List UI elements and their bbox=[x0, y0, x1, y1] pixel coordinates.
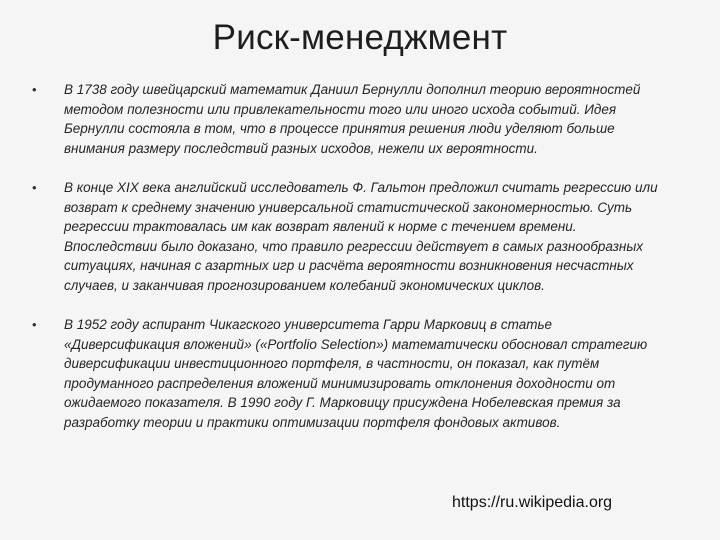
source-link[interactable]: https://ru.wikipedia.org bbox=[452, 494, 613, 511]
bullet-text: В конце XIX века английский исследователь Ф. Гальтон предложил считать регрессию или возврат к среднему значению универсальной статистической закономерностью. Суть регрессии трактовалась им как возврат явлений к норме с течением времени. Впоследствии было доказано, что правило регрессии действует в самых разнообразных ситуациях, начиная с азартных игр и расчёта вероятности возникновения несчастных случаев, и заканчивая прогнозированием колебаний экономических циклов. bbox=[64, 180, 658, 293]
bullet-text: В 1952 году аспирант Чикагского университета Гарри Марковиц в статье «Диверсификация вложений» («Portfolio Selection») математически обосновал стратегию диверсификации инвестиционного портфеля, в частности, он показал, как путём продуманного распределения вложений минимизировать отклонения доходности от ожидаемого показателя. В 1990 году Г. Марковицу присуждена Нобелевская премия за разработку теории и практики оптимизации портфеля фондовых активов. bbox=[64, 317, 648, 430]
bullet-item-markowitz bbox=[28, 315, 668, 432]
bullet-marker: • bbox=[32, 82, 37, 97]
bullet-item-galton bbox=[28, 178, 668, 295]
bullet-text: В 1738 году швейцарский математик Даниил Бернулли дополнил теорию вероятностей методом полезности или привлекательности того или иного исхода событий. Идея Бернулли состояла в том, что в процессе принятия решения люди уделяют больше внимания размеру последствий разных исходов, нежели их вероятности. bbox=[64, 82, 641, 156]
bullet-item-bernoulli bbox=[28, 80, 668, 158]
slide-title: Риск-менеджмент bbox=[212, 18, 508, 57]
bullet-marker: • bbox=[32, 180, 37, 195]
bullet-marker: • bbox=[32, 317, 37, 332]
bullet-list bbox=[28, 80, 668, 452]
